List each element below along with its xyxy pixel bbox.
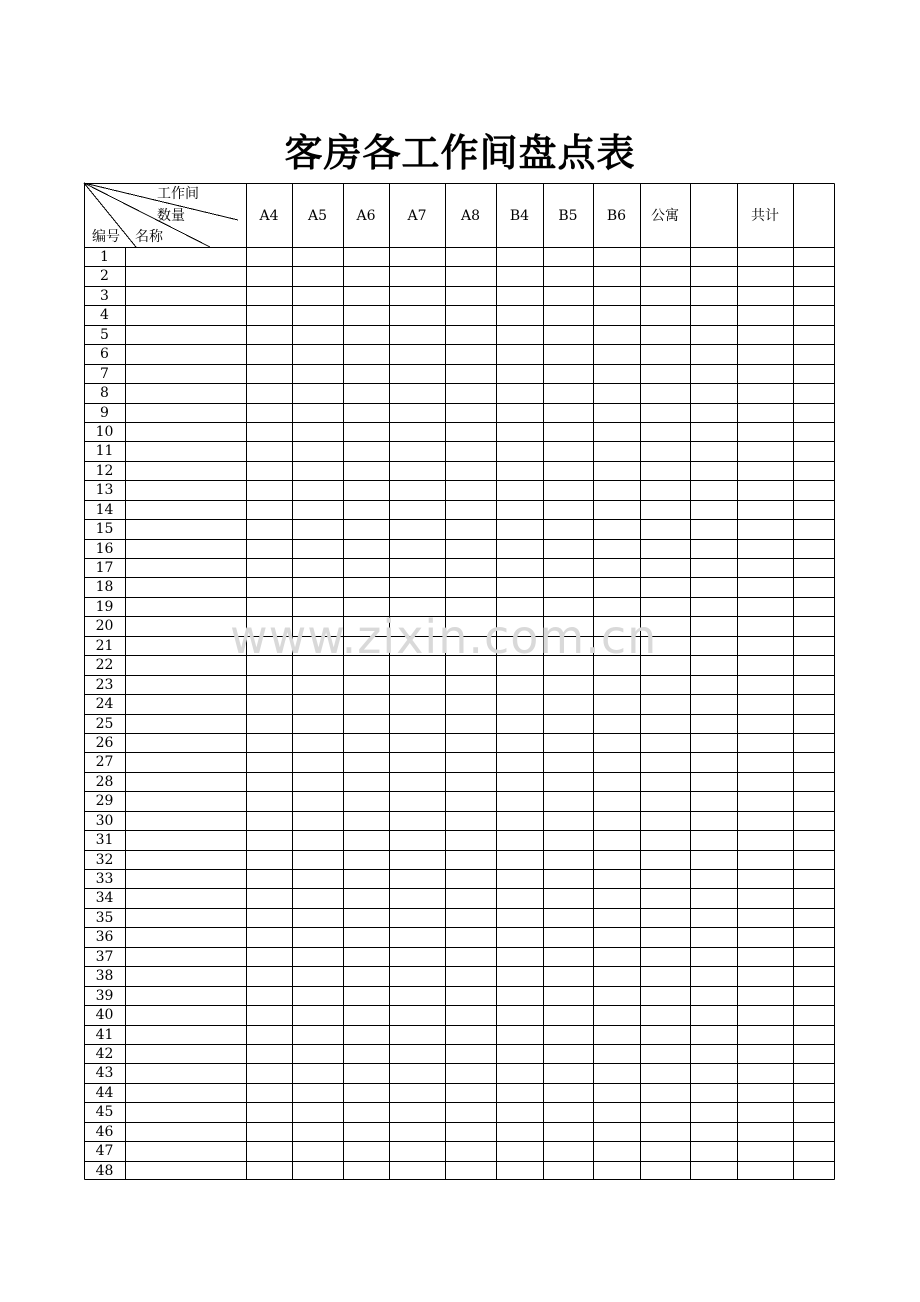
row-number: 46 — [95, 1123, 114, 1140]
row-number: 8 — [100, 385, 109, 402]
watermark: www.zixin.com.cn — [230, 610, 658, 664]
row-number: 4 — [100, 307, 109, 324]
row-number: 22 — [95, 657, 114, 674]
row-number: 34 — [95, 890, 114, 907]
row-number: 37 — [95, 948, 114, 965]
row-number: 39 — [95, 987, 114, 1004]
row-number: 33 — [95, 871, 114, 887]
column-header: B5 — [558, 208, 578, 224]
row-number: 26 — [95, 734, 114, 751]
row-number: 30 — [95, 812, 114, 829]
column-header: A6 — [356, 208, 376, 224]
row-number: 45 — [95, 1104, 114, 1121]
row-number: 11 — [95, 443, 114, 460]
corner-header-name: 名称 — [135, 229, 163, 245]
row-number: 28 — [95, 773, 114, 790]
row-number: 6 — [100, 346, 109, 363]
row-number: 25 — [95, 715, 114, 732]
row-number: 27 — [95, 754, 114, 771]
row-number: 5 — [100, 326, 109, 343]
row-number: 13 — [95, 482, 114, 499]
row-number: 24 — [95, 696, 114, 713]
row-number: 1 — [100, 249, 109, 265]
row-number: 43 — [95, 1065, 114, 1082]
row-number: 18 — [95, 579, 114, 596]
column-header: B4 — [509, 208, 530, 224]
row-number: 36 — [95, 929, 114, 946]
column-header: 公寓 — [651, 208, 679, 224]
inventory-table — [84, 183, 835, 1180]
column-header: 共计 — [751, 208, 779, 224]
row-number: 35 — [95, 909, 114, 926]
row-number: 29 — [95, 793, 114, 810]
row-number: 10 — [95, 423, 114, 440]
column-header: A5 — [307, 208, 328, 224]
row-number: 31 — [95, 832, 114, 849]
row-number: 15 — [95, 521, 114, 538]
row-number: 17 — [95, 560, 114, 576]
row-number: 20 — [95, 618, 114, 635]
row-number: 47 — [95, 1143, 114, 1160]
row-number: 41 — [95, 1026, 114, 1043]
row-number: 7 — [100, 365, 109, 382]
row-number: 23 — [95, 676, 114, 693]
row-number: 44 — [95, 1084, 114, 1101]
column-header: A4 — [259, 208, 279, 224]
row-number: 32 — [95, 851, 114, 868]
column-header: A8 — [460, 208, 481, 224]
row-number: 42 — [95, 1045, 114, 1062]
row-number: 21 — [95, 637, 114, 654]
row-number: 38 — [95, 968, 114, 985]
row-number: 3 — [100, 287, 109, 304]
row-number: 2 — [100, 268, 109, 285]
row-number: 40 — [95, 1007, 114, 1024]
row-number: 9 — [100, 404, 109, 421]
page-title: 客房各工作间盘点表 — [284, 130, 636, 175]
row-number: 14 — [95, 501, 114, 518]
corner-header-quantity: 数量 — [157, 208, 185, 224]
row-number: 19 — [95, 598, 114, 615]
column-header: B6 — [606, 208, 627, 224]
row-number: 12 — [95, 462, 114, 479]
row-number: 16 — [95, 540, 114, 557]
table-grid — [84, 183, 835, 1180]
column-header: A7 — [407, 208, 427, 224]
corner-header-workroom: 工作间 — [157, 186, 199, 202]
row-number: 48 — [95, 1162, 114, 1179]
corner-header-number: 编号 — [92, 229, 120, 245]
